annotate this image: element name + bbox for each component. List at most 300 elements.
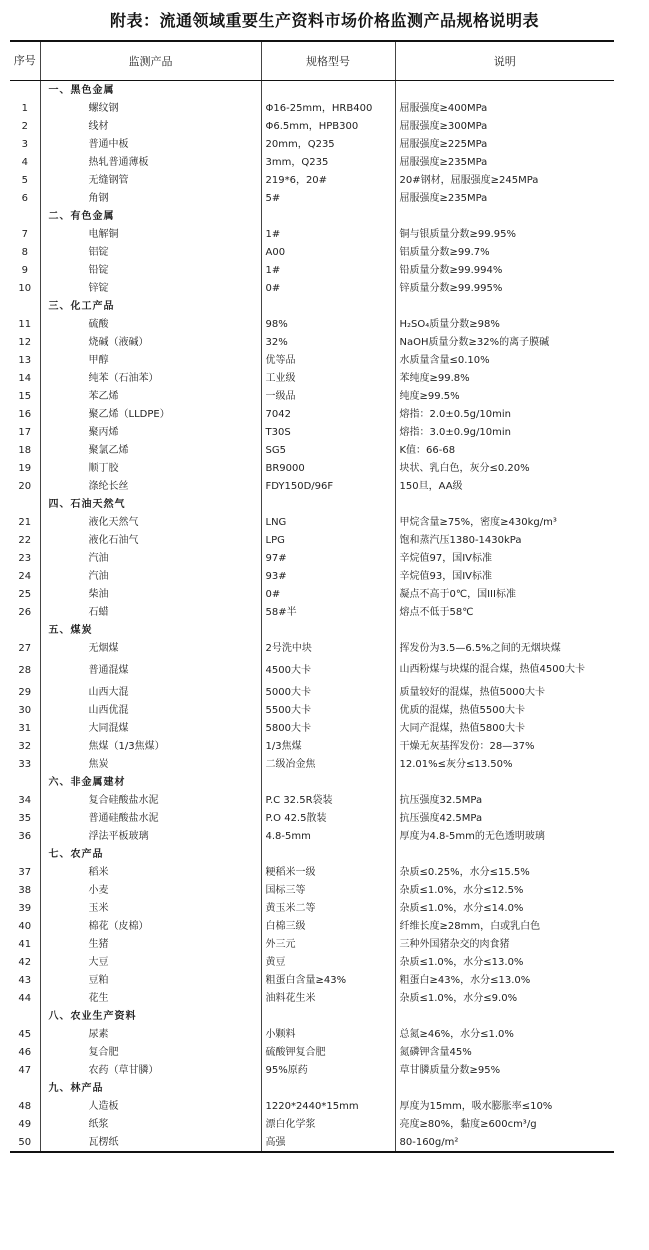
spec-value: 1# <box>261 225 395 243</box>
table-row <box>10 585 614 603</box>
spec-value: 油料花生米 <box>261 989 395 1007</box>
category-name: 八、农业生产资料 <box>40 1007 261 1025</box>
spec-value: SG5 <box>261 441 395 459</box>
spec-value: 5500大卡 <box>261 701 395 719</box>
row-number: 34 <box>18 794 32 806</box>
category-desc-cell <box>395 773 614 791</box>
category-no-cell <box>10 207 40 225</box>
spec-table <box>10 40 614 1153</box>
row-number: 1 <box>21 102 28 114</box>
product-name: 硫酸 <box>40 315 261 333</box>
product-name: 人造板 <box>40 1097 261 1115</box>
category-spec-cell <box>261 297 395 315</box>
product-name: 复合硅酸盐水泥 <box>40 791 261 809</box>
description: 亮度≥80%，黏度≥600cm³/g <box>395 1115 614 1133</box>
table-row <box>10 531 614 549</box>
spec-value: 1220*2440*15mm <box>261 1097 395 1115</box>
description: 辛烷值93，国IV标准 <box>395 567 614 585</box>
description: K值：66-68 <box>395 441 614 459</box>
category-row <box>10 845 614 863</box>
table-row <box>10 863 614 881</box>
header-spec: 规格型号 <box>261 41 395 81</box>
category-spec-cell <box>261 1079 395 1097</box>
table-row <box>10 1133 614 1152</box>
table-row <box>10 827 614 845</box>
category-no-cell <box>10 1007 40 1025</box>
product-name: 浮法平板玻璃 <box>40 827 261 845</box>
category-no-cell <box>10 621 40 639</box>
row-number: 12 <box>18 336 32 348</box>
description: NaOH质量分数≥32%的离子膜碱 <box>395 333 614 351</box>
row-number: 31 <box>18 722 32 734</box>
description: 熔指：2.0±0.5g/10min <box>395 405 614 423</box>
table-row <box>10 1025 614 1043</box>
product-name: 稻米 <box>40 863 261 881</box>
row-number: 39 <box>18 902 32 914</box>
spec-value: 3mm，Q235 <box>261 153 395 171</box>
spec-value: 小颗料 <box>261 1025 395 1043</box>
row-number: 7 <box>21 228 28 240</box>
product-name: 小麦 <box>40 881 261 899</box>
description: 干燥无灰基挥发份：28—37% <box>395 737 614 755</box>
spec-value: 优等品 <box>261 351 395 369</box>
table-row <box>10 953 614 971</box>
product-name: 纸浆 <box>40 1115 261 1133</box>
description: 屈服强度≥225MPa <box>395 135 614 153</box>
description: 总氮≥46%，水分≤1.0% <box>395 1025 614 1043</box>
category-row <box>10 297 614 315</box>
description: 质量较好的混煤，热值5000大卡 <box>395 683 614 701</box>
category-name: 五、煤炭 <box>40 621 261 639</box>
spec-value: 国标三等 <box>261 881 395 899</box>
spec-value: T30S <box>261 423 395 441</box>
table-row <box>10 791 614 809</box>
row-number: 5 <box>21 174 28 186</box>
spec-value: 外三元 <box>261 935 395 953</box>
table-row <box>10 279 614 297</box>
product-name: 螺纹钢 <box>40 99 261 117</box>
row-number: 24 <box>18 570 32 582</box>
product-name: 石蜡 <box>40 603 261 621</box>
table-row <box>10 243 614 261</box>
row-number: 18 <box>18 444 32 456</box>
table-row <box>10 737 614 755</box>
table-row <box>10 917 614 935</box>
product-name: 普通中板 <box>40 135 261 153</box>
row-number: 9 <box>21 264 28 276</box>
spec-value: 32% <box>261 333 395 351</box>
product-name: 汽油 <box>40 567 261 585</box>
product-name: 铅锭 <box>40 261 261 279</box>
description: 厚度为15mm，吸水膨胀率≤10% <box>395 1097 614 1115</box>
table-row <box>10 755 614 773</box>
description: 80-160g/m² <box>395 1133 614 1152</box>
product-name: 锌锭 <box>40 279 261 297</box>
category-row <box>10 621 614 639</box>
table-row <box>10 1115 614 1133</box>
spec-value: 硫酸钾复合肥 <box>261 1043 395 1061</box>
spec-value: 98% <box>261 315 395 333</box>
description: 甲烷含量≥75%，密度≥430kg/m³ <box>395 513 614 531</box>
category-spec-cell <box>261 621 395 639</box>
category-name: 七、农产品 <box>40 845 261 863</box>
table-row <box>10 189 614 207</box>
table-row <box>10 603 614 621</box>
table-row <box>10 657 614 683</box>
description: 苯纯度≥99.8% <box>395 369 614 387</box>
table-row <box>10 225 614 243</box>
product-name: 聚乙烯（LLDPE） <box>40 405 261 423</box>
product-name: 电解铜 <box>40 225 261 243</box>
table-row <box>10 387 614 405</box>
table-row <box>10 719 614 737</box>
product-name: 尿素 <box>40 1025 261 1043</box>
table-row <box>10 989 614 1007</box>
category-row <box>10 1079 614 1097</box>
table-row <box>10 971 614 989</box>
spec-value: 95%原药 <box>261 1061 395 1079</box>
description: 20#钢材，屈服强度≥245MPa <box>395 171 614 189</box>
category-spec-cell <box>261 81 395 100</box>
header-no-text: 序号 <box>13 54 36 67</box>
description: 纤维长度≥28mm，白或乳白色 <box>395 917 614 935</box>
category-name: 三、化工产品 <box>40 297 261 315</box>
page-title: 附表：流通领域重要生产资料市场价格监测产品规格说明表 <box>109 11 539 30</box>
row-number: 47 <box>18 1064 32 1076</box>
row-number: 40 <box>18 920 32 932</box>
table-row <box>10 639 614 657</box>
category-name: 四、石油天然气 <box>40 495 261 513</box>
spec-value: LPG <box>261 531 395 549</box>
row-number: 29 <box>18 686 32 698</box>
description: 熔指：3.0±0.9g/10min <box>395 423 614 441</box>
category-name: 九、林产品 <box>40 1079 261 1097</box>
table-row <box>10 701 614 719</box>
category-spec-cell <box>261 773 395 791</box>
spec-value: 2号洗中块 <box>261 639 395 657</box>
product-name: 汽油 <box>40 549 261 567</box>
spec-value: 58#半 <box>261 603 395 621</box>
spec-value: 93# <box>261 567 395 585</box>
product-name: 瓦楞纸 <box>40 1133 261 1152</box>
category-no-cell <box>10 81 40 100</box>
product-name: 线材 <box>40 117 261 135</box>
description: 12.01%≤灰分≤13.50% <box>395 755 614 773</box>
product-name: 无缝钢管 <box>40 171 261 189</box>
category-row <box>10 207 614 225</box>
spec-value: 白棉三级 <box>261 917 395 935</box>
spec-value: 5# <box>261 189 395 207</box>
row-number: 32 <box>18 740 32 752</box>
product-name: 大豆 <box>40 953 261 971</box>
product-name: 生猪 <box>40 935 261 953</box>
description: 屈服强度≥235MPa <box>395 153 614 171</box>
spec-value: P.C 32.5R袋装 <box>261 791 395 809</box>
spec-value: 0# <box>261 279 395 297</box>
category-row <box>10 1007 614 1025</box>
table-row <box>10 881 614 899</box>
row-number: 44 <box>18 992 32 1004</box>
category-desc-cell <box>395 297 614 315</box>
spec-value: 4.8-5mm <box>261 827 395 845</box>
category-no-cell <box>10 495 40 513</box>
row-number: 43 <box>18 974 32 986</box>
description: 屈服强度≥300MPa <box>395 117 614 135</box>
product-name: 聚丙烯 <box>40 423 261 441</box>
product-name: 山西优混 <box>40 701 261 719</box>
row-number: 15 <box>18 390 32 402</box>
table-row <box>10 683 614 701</box>
description: 大同产混煤，热值5800大卡 <box>395 719 614 737</box>
spec-value: 高强 <box>261 1133 395 1152</box>
product-name: 花生 <box>40 989 261 1007</box>
description: 150旦，AA级 <box>395 477 614 495</box>
row-number: 19 <box>18 462 32 474</box>
table-row <box>10 369 614 387</box>
spec-value: 二级冶金焦 <box>261 755 395 773</box>
row-number: 3 <box>21 138 28 150</box>
row-number: 2 <box>21 120 28 132</box>
table-row <box>10 333 614 351</box>
table-row <box>10 513 614 531</box>
product-name: 玉米 <box>40 899 261 917</box>
table-row <box>10 549 614 567</box>
description: 氮磷钾含量45% <box>395 1043 614 1061</box>
spec-value: 粳稻米一级 <box>261 863 395 881</box>
category-spec-cell <box>261 1007 395 1025</box>
spec-value: 0# <box>261 585 395 603</box>
category-name: 一、黑色金属 <box>40 81 261 100</box>
description: 饱和蒸汽压1380-1430kPa <box>395 531 614 549</box>
row-number: 37 <box>18 866 32 878</box>
table-row <box>10 315 614 333</box>
row-number: 16 <box>18 408 32 420</box>
row-number: 42 <box>18 956 32 968</box>
header-row <box>10 41 614 81</box>
row-number: 17 <box>18 426 32 438</box>
description: 水质量含量≤0.10% <box>395 351 614 369</box>
spec-value: Φ6.5mm，HPB300 <box>261 117 395 135</box>
category-row <box>10 773 614 791</box>
table-row <box>10 135 614 153</box>
product-name: 普通混煤 <box>40 657 261 683</box>
table-row <box>10 809 614 827</box>
description: 山西粉煤与块煤的混合煤，热值4500大卡 <box>395 657 614 683</box>
spec-value: 20mm，Q235 <box>261 135 395 153</box>
header-desc: 说明 <box>395 41 614 81</box>
description: 厚度为4.8-5mm的无色透明玻璃 <box>395 827 614 845</box>
category-desc-cell <box>395 621 614 639</box>
product-name: 液化石油气 <box>40 531 261 549</box>
description: 抗压强度32.5MPa <box>395 791 614 809</box>
spec-value: P.O 42.5散装 <box>261 809 395 827</box>
product-name: 热轧普通薄板 <box>40 153 261 171</box>
row-number: 14 <box>18 372 32 384</box>
row-number: 8 <box>21 246 28 258</box>
table-row <box>10 423 614 441</box>
category-name: 六、非金属建材 <box>40 773 261 791</box>
row-number: 4 <box>21 156 28 168</box>
product-name: 苯乙烯 <box>40 387 261 405</box>
category-desc-cell <box>395 207 614 225</box>
table-row <box>10 1097 614 1115</box>
product-name: 豆粕 <box>40 971 261 989</box>
row-number: 45 <box>18 1028 32 1040</box>
spec-value: 漂白化学浆 <box>261 1115 395 1133</box>
description: 三种外国猪杂交的肉食猪 <box>395 935 614 953</box>
category-row <box>10 495 614 513</box>
description: 块状、乳白色，灰分≤0.20% <box>395 459 614 477</box>
category-desc-cell <box>395 1007 614 1025</box>
row-number: 30 <box>18 704 32 716</box>
spec-value: 一级品 <box>261 387 395 405</box>
description: 优质的混煤，热值5500大卡 <box>395 701 614 719</box>
description: H₂SO₄质量分数≥98% <box>395 315 614 333</box>
description: 锌质量分数≥99.995% <box>395 279 614 297</box>
row-number: 6 <box>21 192 28 204</box>
spec-value: 4500大卡 <box>261 657 395 683</box>
description: 屈服强度≥400MPa <box>395 99 614 117</box>
description: 草甘膦质量分数≥95% <box>395 1061 614 1079</box>
row-number: 21 <box>18 516 32 528</box>
spec-value: 5000大卡 <box>261 683 395 701</box>
category-name: 二、有色金属 <box>40 207 261 225</box>
row-number: 10 <box>18 282 32 294</box>
table-row <box>10 99 614 117</box>
category-row <box>10 81 614 100</box>
row-number: 27 <box>18 642 32 654</box>
category-desc-cell <box>395 81 614 100</box>
table-row <box>10 405 614 423</box>
row-number: 25 <box>18 588 32 600</box>
row-number: 11 <box>18 318 32 330</box>
row-number: 38 <box>18 884 32 896</box>
row-number: 33 <box>18 758 32 770</box>
description: 挥发份为3.5—6.5%之间的无烟块煤 <box>395 639 614 657</box>
row-number: 46 <box>18 1046 32 1058</box>
table-row <box>10 1043 614 1061</box>
spec-value: BR9000 <box>261 459 395 477</box>
table-row <box>10 935 614 953</box>
row-number: 20 <box>18 480 32 492</box>
category-no-cell <box>10 297 40 315</box>
product-name: 甲醇 <box>40 351 261 369</box>
table-row <box>10 441 614 459</box>
product-name: 铝锭 <box>40 243 261 261</box>
product-name: 焦煤（1/3焦煤） <box>40 737 261 755</box>
description: 铜与银质量分数≥99.95% <box>395 225 614 243</box>
row-number: 41 <box>18 938 32 950</box>
description: 杂质≤1.0%，水分≤12.5% <box>395 881 614 899</box>
row-number: 23 <box>18 552 32 564</box>
product-name: 烧碱（液碱） <box>40 333 261 351</box>
spec-value: 97# <box>261 549 395 567</box>
spec-value: 1# <box>261 261 395 279</box>
category-no-cell <box>10 773 40 791</box>
category-no-cell <box>10 845 40 863</box>
description: 铅质量分数≥99.994% <box>395 261 614 279</box>
spec-value: LNG <box>261 513 395 531</box>
spec-value: 黄豆 <box>261 953 395 971</box>
spec-value: 粗蛋白含量≥43% <box>261 971 395 989</box>
category-spec-cell <box>261 845 395 863</box>
row-number: 35 <box>18 812 32 824</box>
description: 杂质≤0.25%，水分≤15.5% <box>395 863 614 881</box>
table-row <box>10 171 614 189</box>
table-row <box>10 261 614 279</box>
row-number: 48 <box>18 1100 32 1112</box>
category-no-cell <box>10 1079 40 1097</box>
row-number: 36 <box>18 830 32 842</box>
product-name: 角钢 <box>40 189 261 207</box>
category-desc-cell <box>395 845 614 863</box>
description: 杂质≤1.0%，水分≤14.0% <box>395 899 614 917</box>
spec-value: 工业级 <box>261 369 395 387</box>
header-product: 监测产品 <box>40 41 261 81</box>
description: 纯度≥99.5% <box>395 387 614 405</box>
description: 杂质≤1.0%，水分≤9.0% <box>395 989 614 1007</box>
table-row <box>10 351 614 369</box>
description: 熔点不低于58℃ <box>395 603 614 621</box>
spec-value: 1/3焦煤 <box>261 737 395 755</box>
row-number: 28 <box>18 664 32 676</box>
product-name: 聚氯乙烯 <box>40 441 261 459</box>
row-number: 50 <box>18 1136 32 1148</box>
spec-value: A00 <box>261 243 395 261</box>
product-name: 液化天然气 <box>40 513 261 531</box>
description: 屈服强度≥235MPa <box>395 189 614 207</box>
table-row <box>10 477 614 495</box>
table-body <box>10 81 614 1153</box>
description: 铝质量分数≥99.7% <box>395 243 614 261</box>
table-row <box>10 153 614 171</box>
product-name: 普通硅酸盐水泥 <box>40 809 261 827</box>
description: 辛烷值97，国IV标准 <box>395 549 614 567</box>
product-name: 无烟煤 <box>40 639 261 657</box>
product-name: 柴油 <box>40 585 261 603</box>
spec-value: 5800大卡 <box>261 719 395 737</box>
row-number: 13 <box>18 354 32 366</box>
spec-value: Φ16-25mm，HRB400 <box>261 99 395 117</box>
product-name: 农药（草甘膦） <box>40 1061 261 1079</box>
header-no <box>10 41 40 81</box>
spec-value: 黄玉米二等 <box>261 899 395 917</box>
product-name: 复合肥 <box>40 1043 261 1061</box>
product-name: 大同混煤 <box>40 719 261 737</box>
spec-value: 7042 <box>261 405 395 423</box>
description: 凝点不高于0℃，国III标准 <box>395 585 614 603</box>
category-desc-cell <box>395 1079 614 1097</box>
category-spec-cell <box>261 207 395 225</box>
product-name: 涤纶长丝 <box>40 477 261 495</box>
table-row <box>10 117 614 135</box>
category-desc-cell <box>395 495 614 513</box>
row-number: 49 <box>18 1118 32 1130</box>
table-row <box>10 459 614 477</box>
table-row <box>10 899 614 917</box>
description: 杂质≤1.0%，水分≤13.0% <box>395 953 614 971</box>
product-name: 棉花（皮棉） <box>40 917 261 935</box>
table-row <box>10 567 614 585</box>
product-name: 纯苯（石油苯） <box>40 369 261 387</box>
description: 粗蛋白≥43%，水分≤13.0% <box>395 971 614 989</box>
description: 抗压强度42.5MPa <box>395 809 614 827</box>
table-row <box>10 1061 614 1079</box>
row-number: 22 <box>18 534 32 546</box>
product-name: 顺丁胶 <box>40 459 261 477</box>
category-spec-cell <box>261 495 395 513</box>
row-number: 26 <box>18 606 32 618</box>
